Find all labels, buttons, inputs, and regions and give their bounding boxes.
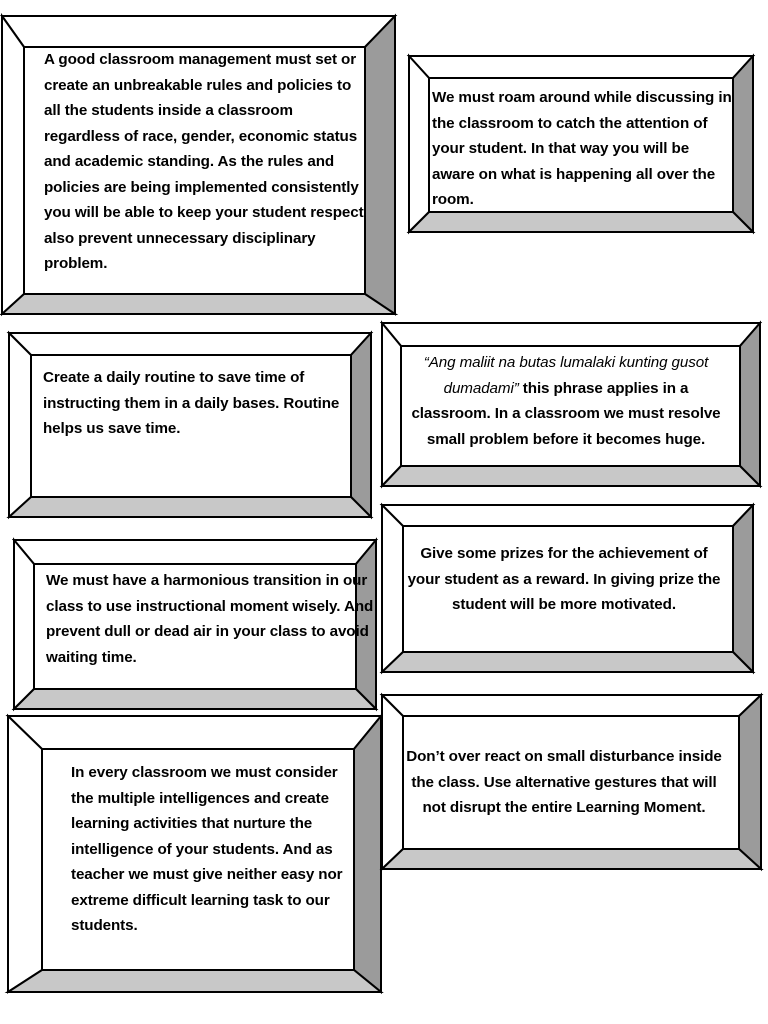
bevel-bottom bbox=[14, 689, 376, 709]
bevel-bottom bbox=[382, 466, 760, 486]
bevel-bottom bbox=[382, 652, 753, 672]
bevel-top bbox=[2, 16, 395, 47]
bevel-top bbox=[382, 505, 753, 526]
bevel-left bbox=[8, 716, 42, 992]
bevel-top bbox=[9, 333, 371, 355]
bevel-top bbox=[409, 56, 753, 78]
proverb-quote: “Ang maliit na butas lumalaki kunting gusot dumadami” bbox=[423, 354, 709, 397]
card-disturbance bbox=[382, 695, 761, 869]
bevel-left bbox=[382, 695, 403, 869]
card-text bbox=[406, 350, 726, 452]
bevel-right bbox=[365, 16, 395, 314]
bevel-left bbox=[14, 540, 34, 709]
bevel-top bbox=[8, 716, 381, 749]
bevel-right bbox=[733, 505, 753, 672]
bevel-left bbox=[2, 16, 24, 314]
bevel-left bbox=[409, 56, 429, 232]
card-multiple-intelligences bbox=[8, 716, 381, 992]
card-text: Create a daily routine to save time of instructing them in a daily bases. Routine helps us save time. bbox=[43, 369, 340, 437]
bevel-right bbox=[733, 56, 753, 232]
bevel-bottom bbox=[2, 294, 395, 314]
bevel-right bbox=[739, 695, 761, 869]
bevel-right bbox=[740, 323, 760, 486]
card-proverb bbox=[382, 323, 760, 486]
card-prizes bbox=[382, 505, 753, 672]
bevel-left bbox=[382, 323, 401, 486]
card-daily-routine bbox=[9, 333, 371, 517]
card-text: A good classroom management must set or create an unbreakable rules and policies to all the students inside a classroom regardless of race, gender, economic status and academic standing. As the rules and policies are being implemented consistently you will be able to keep your student respect also prevent unnecessary disciplinary problem. bbox=[44, 51, 364, 272]
bevel-bottom bbox=[382, 849, 761, 869]
card-text: In every classroom we must consider the multiple intelligences and create learning activities that nurture the intelligence of your students. And as teacher we must give neither easy nor extreme difficult learning task to our students. bbox=[71, 764, 343, 934]
bevel-bottom bbox=[8, 970, 381, 992]
bevel-left bbox=[9, 333, 31, 517]
bevel-bottom bbox=[409, 212, 753, 232]
bevel-right bbox=[351, 333, 371, 517]
proverb-text: this phrase applies in a classroom. In a classroom we must resolve small problem before it becomes huge. bbox=[411, 379, 721, 448]
bevel-top bbox=[382, 323, 760, 346]
card-roam-around bbox=[409, 56, 753, 232]
card-harmonious-transition bbox=[14, 540, 376, 709]
bevel-bottom bbox=[9, 497, 371, 517]
card-text: Don’t over react on small disturbance inside the class. Use alternative gestures that will not disrupt the entire Learning Moment. bbox=[406, 748, 722, 816]
bevel-left bbox=[382, 505, 403, 672]
bevel-top bbox=[382, 695, 761, 716]
bevel-right bbox=[354, 716, 381, 992]
card-text: We must have a harmonious transition in our class to use instructional moment wisely. And prevent dull or dead air in your class to avoid waiting time. bbox=[46, 572, 374, 666]
card-classroom-rules bbox=[2, 16, 395, 314]
card-text: Give some prizes for the achievement of your student as a reward. In giving prize the student will be more motivated. bbox=[407, 545, 721, 613]
bevel-top bbox=[14, 540, 376, 564]
card-text: We must roam around while discussing in the classroom to catch the attention of your student. In that way you will be aware on what is happening all over the room. bbox=[432, 89, 732, 208]
